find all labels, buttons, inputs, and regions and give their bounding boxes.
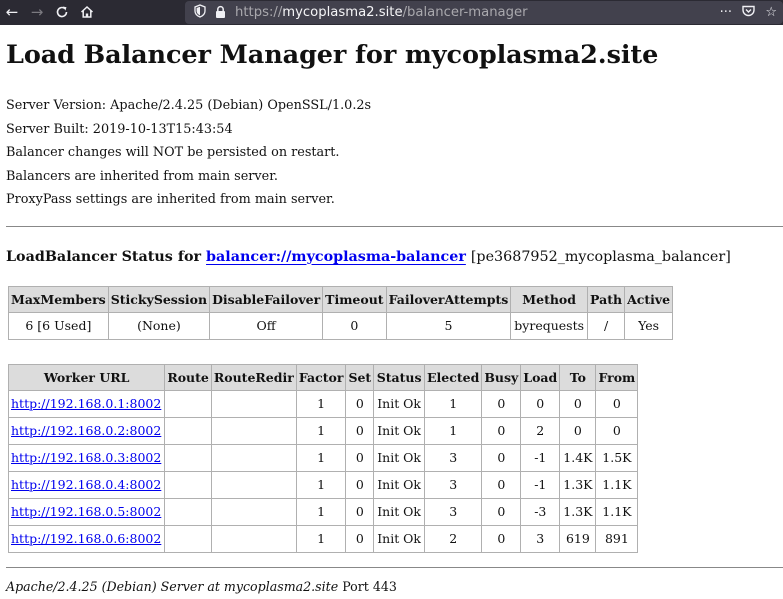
- worker-url-cell: [9, 498, 165, 525]
- worker-url-cell: [9, 444, 165, 471]
- worker-row: [9, 417, 638, 444]
- worker-elected-cell: 3: [425, 444, 482, 471]
- balancer-id: [pe3687952_mycoplasma_balancer]: [470, 248, 731, 265]
- col-header: Set: [346, 364, 374, 390]
- worker-route-cell: [165, 498, 212, 525]
- worker-url-link[interactable]: http://192.168.0.6:8002: [11, 531, 162, 546]
- worker-elected-cell: 1: [425, 417, 482, 444]
- worker-status-cell: Init Ok: [374, 471, 425, 498]
- more-icon[interactable]: ···: [719, 5, 733, 20]
- col-header: MaxMembers: [9, 286, 109, 312]
- worker-busy-cell: 0: [482, 444, 521, 471]
- worker-url-cell: [9, 525, 165, 552]
- worker-set-cell: 0: [346, 525, 374, 552]
- url-host: mycoplasma2.site: [282, 5, 403, 20]
- worker-set-cell: 0: [346, 498, 374, 525]
- worker-table: [8, 364, 638, 553]
- reload-icon[interactable]: [53, 0, 71, 25]
- worker-busy-cell: 0: [482, 471, 521, 498]
- col-header: StickySession: [108, 286, 209, 312]
- worker-to-cell: 1.4K: [560, 444, 596, 471]
- worker-url-link[interactable]: http://192.168.0.1:8002: [11, 396, 162, 411]
- worker-factor-cell: 1: [296, 498, 346, 525]
- server-info: [6, 94, 783, 212]
- back-arrow-icon[interactable]: ←: [5, 3, 19, 21]
- worker-factor-cell: 1: [296, 525, 346, 552]
- col-header: Method: [511, 286, 588, 312]
- worker-busy-cell: 0: [482, 390, 521, 417]
- worker-routeredir-cell: [211, 444, 296, 471]
- worker-factor-cell: 1: [296, 417, 346, 444]
- persist-notice: Balancer changes will NOT be persisted on restart.: [6, 145, 340, 160]
- worker-busy-cell: 0: [482, 498, 521, 525]
- table-cell: /: [588, 312, 625, 339]
- lock-icon[interactable]: [215, 5, 226, 19]
- worker-url-link[interactable]: http://192.168.0.2:8002: [11, 423, 162, 438]
- col-header: Elected: [425, 364, 482, 390]
- worker-url-link[interactable]: http://192.168.0.3:8002: [11, 450, 162, 465]
- worker-routeredir-cell: [211, 498, 296, 525]
- worker-row: [9, 498, 638, 525]
- worker-status-cell: Init Ok: [374, 498, 425, 525]
- worker-factor-cell: 1: [296, 471, 346, 498]
- worker-url-link[interactable]: http://192.168.0.5:8002: [11, 504, 162, 519]
- col-header: To: [560, 364, 596, 390]
- worker-to-cell: 0: [560, 390, 596, 417]
- worker-elected-cell: 2: [425, 525, 482, 552]
- worker-routeredir-cell: [211, 417, 296, 444]
- table-cell: byrequests: [511, 312, 588, 339]
- worker-routeredir-cell: [211, 525, 296, 552]
- proxypass-notice: ProxyPass settings are inherited from main server.: [6, 192, 335, 207]
- worker-from-cell: 1.5K: [596, 444, 638, 471]
- worker-set-cell: 0: [346, 390, 374, 417]
- worker-route-cell: [165, 417, 212, 444]
- worker-routeredir-cell: [211, 390, 296, 417]
- worker-status-cell: Init Ok: [374, 444, 425, 471]
- worker-set-cell: 0: [346, 471, 374, 498]
- balancer-link[interactable]: balancer://mycoplasma-balancer: [206, 248, 466, 265]
- divider: [6, 226, 783, 227]
- url-text[interactable]: [235, 1, 528, 24]
- table-cell: 6 [6 Used]: [9, 312, 109, 339]
- inherit-notice: Balancers are inherited from main server.: [6, 168, 278, 184]
- worker-status-cell: Init Ok: [374, 390, 425, 417]
- worker-busy-cell: 0: [482, 417, 521, 444]
- server-built: Server Built: 2019-10-13T15:43:54: [6, 121, 233, 137]
- col-header: FailoverAttempts: [386, 286, 511, 312]
- forward-arrow-icon[interactable]: →: [30, 3, 44, 21]
- page-title: Load Balancer Manager for mycoplasma2.site: [6, 40, 659, 70]
- worker-load-cell: -1: [521, 471, 560, 498]
- worker-from-cell: 1.1K: [596, 471, 638, 498]
- worker-from-cell: 0: [596, 417, 638, 444]
- table-cell: 5: [386, 312, 511, 339]
- table-cell: (None): [108, 312, 209, 339]
- col-header: Timeout: [323, 286, 386, 312]
- worker-routeredir-cell: [211, 471, 296, 498]
- worker-route-cell: [165, 471, 212, 498]
- browser-toolbar: [0, 0, 783, 25]
- balancer-heading: [6, 246, 783, 268]
- footer-text: Apache/2.4.25 (Debian) Server at mycoplasma2.site: [6, 578, 339, 594]
- worker-to-cell: 1.3K: [560, 471, 596, 498]
- worker-status-cell: Init Ok: [374, 417, 425, 444]
- worker-from-cell: 1.1K: [596, 498, 638, 525]
- worker-route-cell: [165, 390, 212, 417]
- worker-load-cell: -3: [521, 498, 560, 525]
- col-header: Path: [588, 286, 625, 312]
- table-cell: 0: [323, 312, 386, 339]
- col-header: Active: [625, 286, 673, 312]
- table-cell: Yes: [625, 312, 673, 339]
- worker-status-cell: Init Ok: [374, 525, 425, 552]
- worker-from-cell: 891: [596, 525, 638, 552]
- col-header: Factor: [296, 364, 346, 390]
- worker-load-cell: 0: [521, 390, 560, 417]
- worker-from-cell: 0: [596, 390, 638, 417]
- shield-icon[interactable]: [194, 4, 206, 18]
- worker-to-cell: 0: [560, 417, 596, 444]
- col-header: Status: [374, 364, 425, 390]
- footer-port: Port 443: [342, 578, 397, 594]
- col-header: RouteRedir: [211, 364, 296, 390]
- worker-factor-cell: 1: [296, 390, 346, 417]
- worker-url-cell: [9, 390, 165, 417]
- worker-row: [9, 525, 638, 552]
- table-cell: Off: [210, 312, 323, 339]
- worker-url-link[interactable]: http://192.168.0.4:8002: [11, 477, 162, 492]
- worker-set-cell: 0: [346, 417, 374, 444]
- server-signature: [6, 577, 783, 597]
- worker-route-cell: [165, 444, 212, 471]
- col-header: Busy: [482, 364, 521, 390]
- col-header: Worker URL: [9, 364, 165, 390]
- worker-rows: [9, 390, 638, 552]
- page-content: [0, 39, 783, 597]
- server-version: Server Version: Apache/2.4.25 (Debian) OpenSSL/1.0.2s: [6, 98, 372, 113]
- worker-load-cell: 3: [521, 525, 560, 552]
- worker-url-cell: [9, 417, 165, 444]
- col-header: DisableFailover: [210, 286, 323, 312]
- worker-load-cell: 2: [521, 417, 560, 444]
- worker-url-cell: [9, 471, 165, 498]
- worker-load-cell: -1: [521, 444, 560, 471]
- col-header: From: [596, 364, 638, 390]
- balancer-heading-prefix: LoadBalancer Status for: [6, 248, 202, 265]
- bookmark-star-icon[interactable]: ☆: [765, 5, 777, 20]
- table-header-row: [9, 364, 638, 390]
- balancer-status-table: [8, 286, 673, 340]
- worker-route-cell: [165, 525, 212, 552]
- worker-elected-cell: 1: [425, 390, 482, 417]
- url-bar[interactable]: [185, 1, 783, 24]
- home-icon[interactable]: [78, 0, 96, 25]
- worker-row: [9, 390, 638, 417]
- table-header-row: [9, 286, 673, 312]
- worker-elected-cell: 3: [425, 471, 482, 498]
- worker-elected-cell: 3: [425, 498, 482, 525]
- worker-row: [9, 444, 638, 471]
- worker-to-cell: 1.3K: [560, 498, 596, 525]
- worker-row: [9, 471, 638, 498]
- table-row: [9, 312, 673, 339]
- worker-set-cell: 0: [346, 444, 374, 471]
- worker-busy-cell: 0: [482, 525, 521, 552]
- col-header: Load: [521, 364, 560, 390]
- divider: [6, 567, 783, 568]
- col-header: Route: [165, 364, 212, 390]
- worker-to-cell: 619: [560, 525, 596, 552]
- pocket-icon[interactable]: [742, 5, 759, 20]
- url-scheme: https://: [235, 5, 283, 20]
- worker-factor-cell: 1: [296, 444, 346, 471]
- url-path: /balancer-manager: [402, 5, 528, 20]
